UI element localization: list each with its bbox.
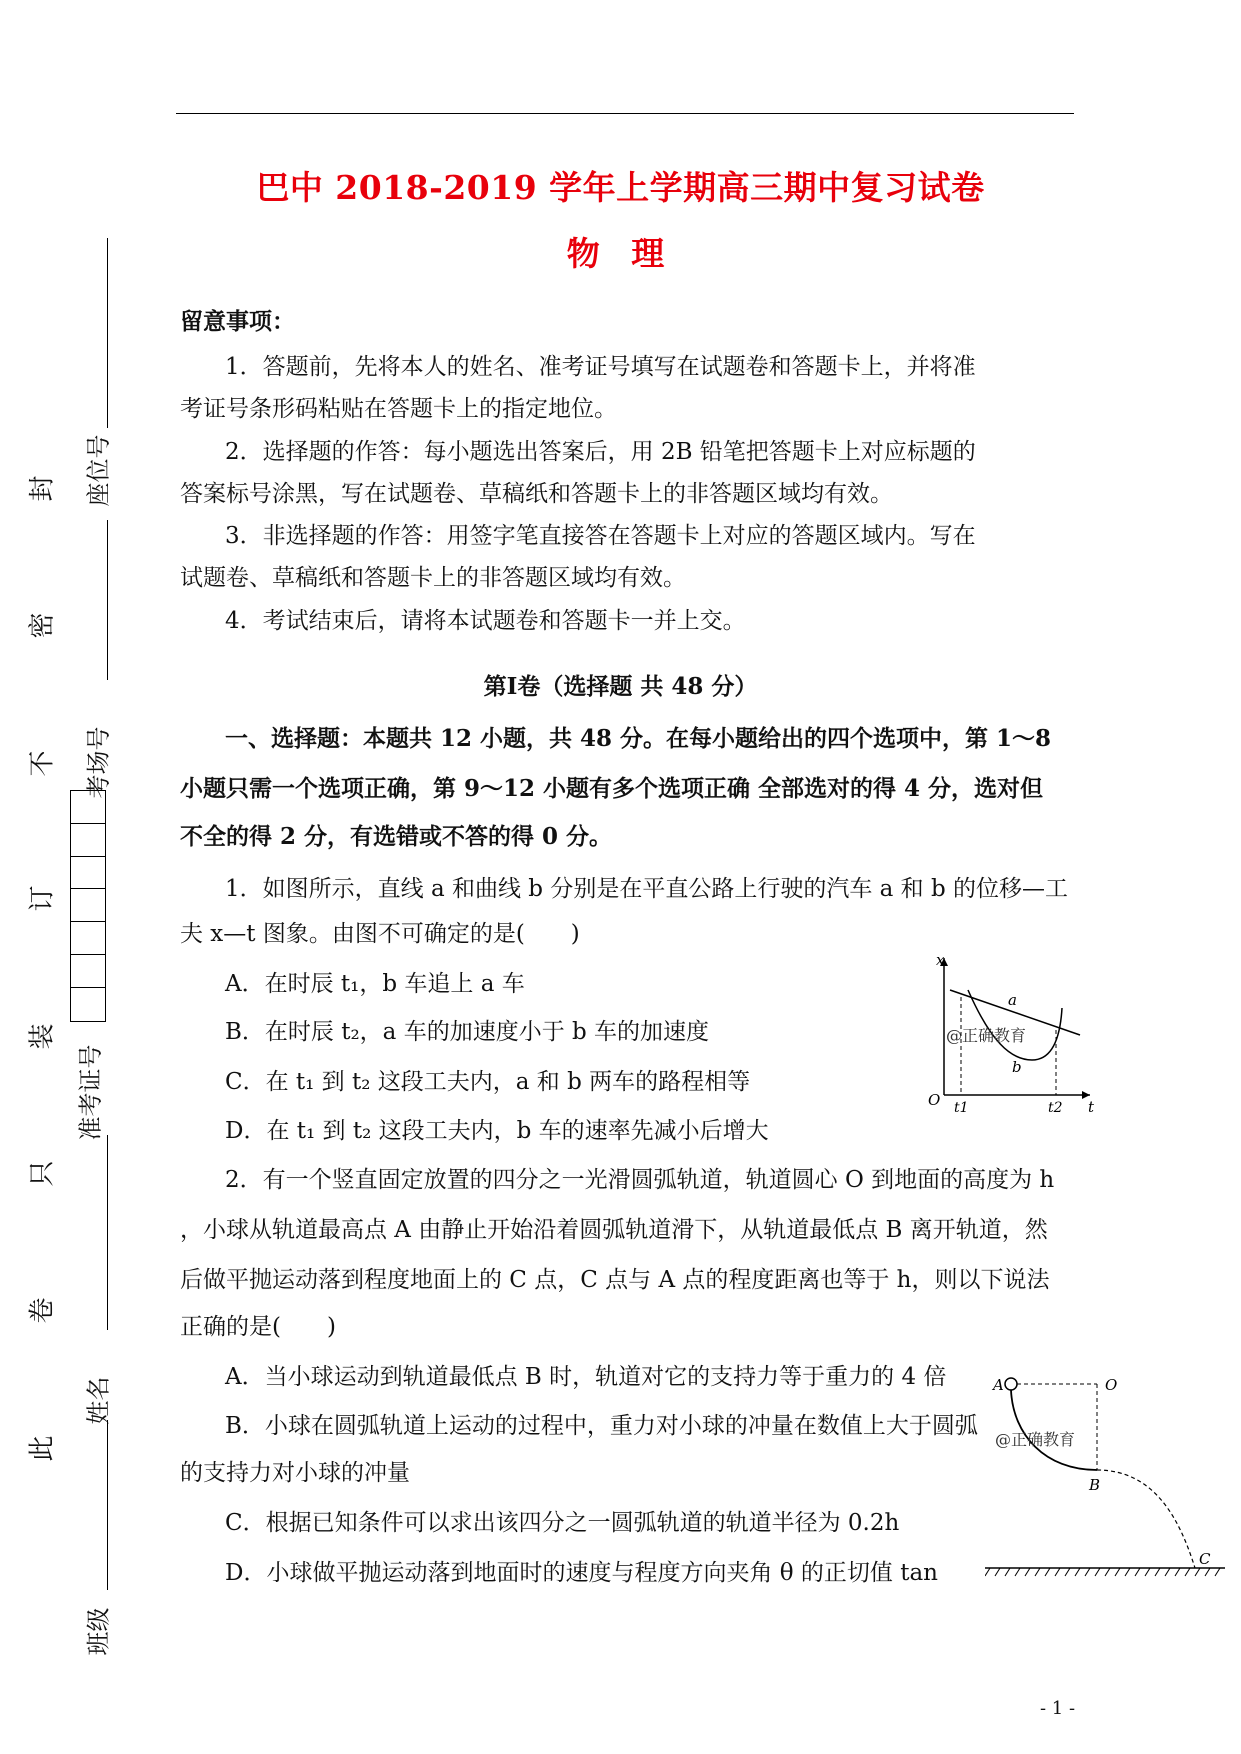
tick-t2: t2 [1048, 1100, 1063, 1116]
field-name-label: 姓名 [84, 1376, 113, 1425]
name-fill-line [107, 1135, 108, 1330]
label-a: a [1008, 991, 1017, 1009]
q2-stem: 2．有一个竖直固定放置的四分之一光滑圆弧轨道，轨道圆心 O 到地面的高度为 h [225, 1167, 1055, 1193]
tick-t1: t1 [954, 1100, 969, 1116]
field-class-label: 班级 [84, 1607, 113, 1656]
header-rule [176, 113, 1074, 114]
section-heading: 第Ⅰ卷（选择题 共 48 分） [483, 673, 758, 700]
field-seat-label: 座位号 [84, 434, 113, 507]
section-intro: 小题只需一个选项正确，第 9～12 小题有多个选项正确 全部选对的得 4 分，选对但 [180, 775, 1044, 802]
q2-option-b: B．小球在圆弧轨道上运动的过程中，重力对小球的冲量在数值上大于圆弧 [225, 1413, 978, 1439]
seal-char: 卷 [27, 1297, 58, 1324]
notice-line: 试题卷、草稿纸和答题卡上的非答题区域均有效。 [180, 565, 686, 591]
seat-fill-line [107, 238, 108, 428]
page-number: - 1 - [1040, 1698, 1076, 1719]
q2-arc-track-figure [985, 1370, 1225, 1590]
field-room-label: 考场号 [84, 726, 113, 799]
q1-option-d: D．在 t₁ 到 t₂ 这段工夫内，b 车的速率先减小后增大 [225, 1118, 769, 1144]
q2-option-a: A．当小球运动到轨道最低点 B 时，轨道对它的支持力等于重力的 4 倍 [225, 1364, 947, 1390]
notice-line: 1．答题前，先将本人的姓名、准考证号填写在试题卷和答题卡上，并将准 [225, 354, 976, 380]
q1-option-b: B．在时辰 t₂，a 车的加速度小于 b 车的加速度 [225, 1019, 710, 1045]
seal-char: 订 [27, 885, 58, 912]
q2-option-b-cont: 的支持力对小球的冲量 [180, 1460, 410, 1486]
seal-char: 装 [27, 1023, 58, 1050]
notice-line: 2．选择题的作答：每小题选出答案后，用 2B 铅笔把答题卡上对应标题的 [225, 439, 976, 465]
exam-title: 巴中 2018-2019 学年上学期高三期中复习试卷 [256, 168, 985, 207]
seal-char: 不 [27, 750, 58, 777]
q2-option-d: D．小球做平抛运动落到地面时的速度与程度方向夹角 θ 的正切值 tan [225, 1560, 938, 1586]
point-a-label: A [993, 1376, 1004, 1394]
section-intro: 不全的得 2 分，有选错或不答的得 0 分。 [180, 823, 613, 850]
notice-line: 3．非选择题的作答：用签字笔直接答在答题卡上对应的答题区域内。写在 [225, 523, 976, 549]
seal-char: 此 [27, 1435, 58, 1462]
seal-char: 只 [27, 1160, 58, 1187]
x-axis-label: t [1088, 1098, 1095, 1116]
label-b: b [1012, 1058, 1022, 1076]
class-fill-line [107, 1420, 108, 1590]
exam-id-grid [70, 790, 106, 1022]
notice-line: 答案标号涂黑，写在试题卷、草稿纸和答题卡上的非答题区域均有效。 [180, 481, 893, 507]
q1-stem: 1．如图所示，直线 a 和曲线 b 分别是在平直公路上行驶的汽车 a 和 b 的位移—工 [225, 876, 1068, 902]
seal-char: 密 [27, 612, 58, 639]
q2-option-c: C．根据已知条件可以求出该四分之一圆弧轨道的轨道半径为 0.2h [225, 1510, 900, 1536]
point-b-label: B [1089, 1476, 1101, 1494]
q2-stem: 正确的是( ) [180, 1314, 336, 1340]
field-exam-id-label: 准考证号 [76, 1044, 105, 1141]
subject-title: 物 理 [566, 234, 675, 273]
point-c-label: C [1199, 1550, 1211, 1568]
q1-option-a: A．在时辰 t₁，b 车追上 a 车 [225, 971, 525, 997]
q2-stem: ，小球从轨道最高点 A 由静止开始沿着圆弧轨道滑下，从轨道最低点 B 离开轨道，然 [180, 1217, 1048, 1243]
q1-option-c: C．在 t₁ 到 t₂ 这段工夫内，a 和 b 两车的路程相等 [225, 1069, 751, 1095]
room-fill-line [107, 520, 108, 680]
watermark: @正确教育 [946, 1026, 1027, 1045]
y-axis-label: x [936, 951, 945, 969]
q1-stem: 夫 x—t 图象。由图不可确定的是( ) [180, 921, 580, 947]
notice-line: 4．考试结束后，请将本试题卷和答题卡一并上交。 [225, 608, 746, 634]
seal-char: 封 [27, 475, 58, 502]
section-intro: 一、选择题：本题共 12 小题，共 48 分。在每小题给出的四个选项中，第 1～8 [225, 725, 1052, 752]
trajectory [1097, 1470, 1195, 1568]
q2-stem: 后做平抛运动落到程度地面上的 C 点，C 点与 A 点的程度距离也等于 h，则以下说法 [180, 1267, 1050, 1293]
notice-line: 考证号条形码粘贴在答题卡上的指定地位。 [180, 396, 617, 422]
watermark: @正确教育 [995, 1430, 1076, 1449]
q1-xt-graph [920, 950, 1100, 1120]
point-o-label: O [1105, 1376, 1118, 1394]
origin-label: O [928, 1091, 941, 1109]
notice-heading: 留意事项： [180, 308, 295, 335]
